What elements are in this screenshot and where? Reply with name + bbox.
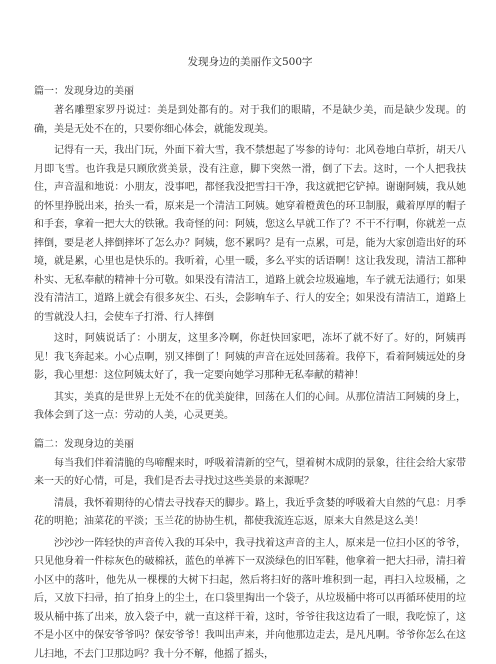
section-heading: 篇一：发现身边的美丽 — [34, 85, 466, 99]
paragraph: 清晨，我怀着期待的心情去寻找春天的脚步。路上，我近乎贪婪的呼吸着大自然的气息：月季花的明艳；油菜花的平淡；玉兰花的协协生机，都使我流连忘返，原来大自然是这么美！ — [34, 495, 466, 532]
paragraph: 记得有一天，我出门玩，外面下着大雪，我不禁想起了岑参的诗句：北风卷地白草折，胡天八月即飞雪。也许我是只顾欣赏美景，没有注意，脚下突然一滑，倒了下去。这时，一个人把我扶住，声音温和地说：小朋友，没事吧，都怪我没把雪扫干净，我这就把它铲掉。谢谢阿姨，我从她的怀里挣脱出来，抬头一看，原来是一个清洁工阿姨。她穿着橙黄色的环卫制服，戴着厚厚的帽子和手套，拿着一把大大的铁锹。我奇怪的问：阿姨，您这么早就工作了？不干不行啊，你就差一点摔倒，要是老人摔倒摔坏了怎么办？阿姨，您不累吗？是有一点累，可是，能为大家创造出好的环境，就是累，心里也是快乐的。我听着，心里一暖，多么平实的话语啊！这让我发现，清洁工都种朴实、无私奉献的精神十分可敬。如果没有清洁工，道路上就会垃圾遍地，车子就无法通行；如果没有清洁工，道路上就会有很多灰尘、石头，会影响车子、行人的安全；如果没有清洁工，道路上的雪就没人扫，会使车子打滑、行人摔倒 — [34, 142, 466, 327]
essay-section-1 — [34, 85, 466, 426]
paragraph: 沙沙沙一阵轻快的声音传入我的耳朵中，我寻找着这声音的主人，原来是一位扫小区的爷爷，只见他身着一件棕灰色的破棉袄，蓝色的单裤下一双淡绿色的旧军鞋，他拿着一把大扫帚，清扫着小区中的落叶，他先从一棵棵的大树下扫起，然后将扫好的落叶堆积到一起，再扫入垃圾桶，之后，又放下扫帚，拍了拍身上的尘土，在口袋里掏出一个袋子，从垃圾桶中将可以再循环使用的垃圾从桶中拣了出来，放入袋子中，就一直这样干着，这时，爷爷往我这边看了一眼，我吃惊了，这不是小区中的保安爷爷吗？保安爷爷！我叫出声来，并向他那边走去，是凡凡啊。爷爷你怎么在这儿扫地，不去门卫那边吗？我十分不解，他摇了摇头， — [34, 535, 466, 664]
paragraph: 著名雕塑家罗丹说过：美是到处都有的。对于我们的眼睛，不是缺少美，而是缺少发现。的确，美是无处不在的，只要你细心体会，就能发现美。 — [34, 102, 466, 139]
document-title: 发现身边的美丽作文500字 — [34, 55, 466, 69]
paragraph: 每当我们伴着清脆的鸟啼醒来时，呼吸着清新的空气，望着树木成阴的景象，往往会给大家带来一天的好心情，可是，我们是否去寻找过这些美景的来源呢？ — [34, 455, 466, 492]
paragraph: 这时，阿姨说话了：小朋友，这里多冷啊，你赶快回家吧，冻坏了就不好了。好的，阿姨再见！我飞奔起来。小心点啊，别又摔倒了！阿姨的声音在远处回荡着。我停下，看着阿姨远处的身影，我心里想：这位阿姨太好了，我一定要向她学习那种无私奉献的精神！ — [34, 330, 466, 386]
essay-section-2 — [34, 438, 466, 664]
paragraph: 其实，美真的是世界上无处不在的优美旋律，回荡在人们的心间。从那位清洁工阿姨的身上，我体会到了这一点：劳动的人美，心灵更美。 — [34, 389, 466, 426]
section-heading: 篇二：发现身边的美丽 — [34, 438, 466, 452]
